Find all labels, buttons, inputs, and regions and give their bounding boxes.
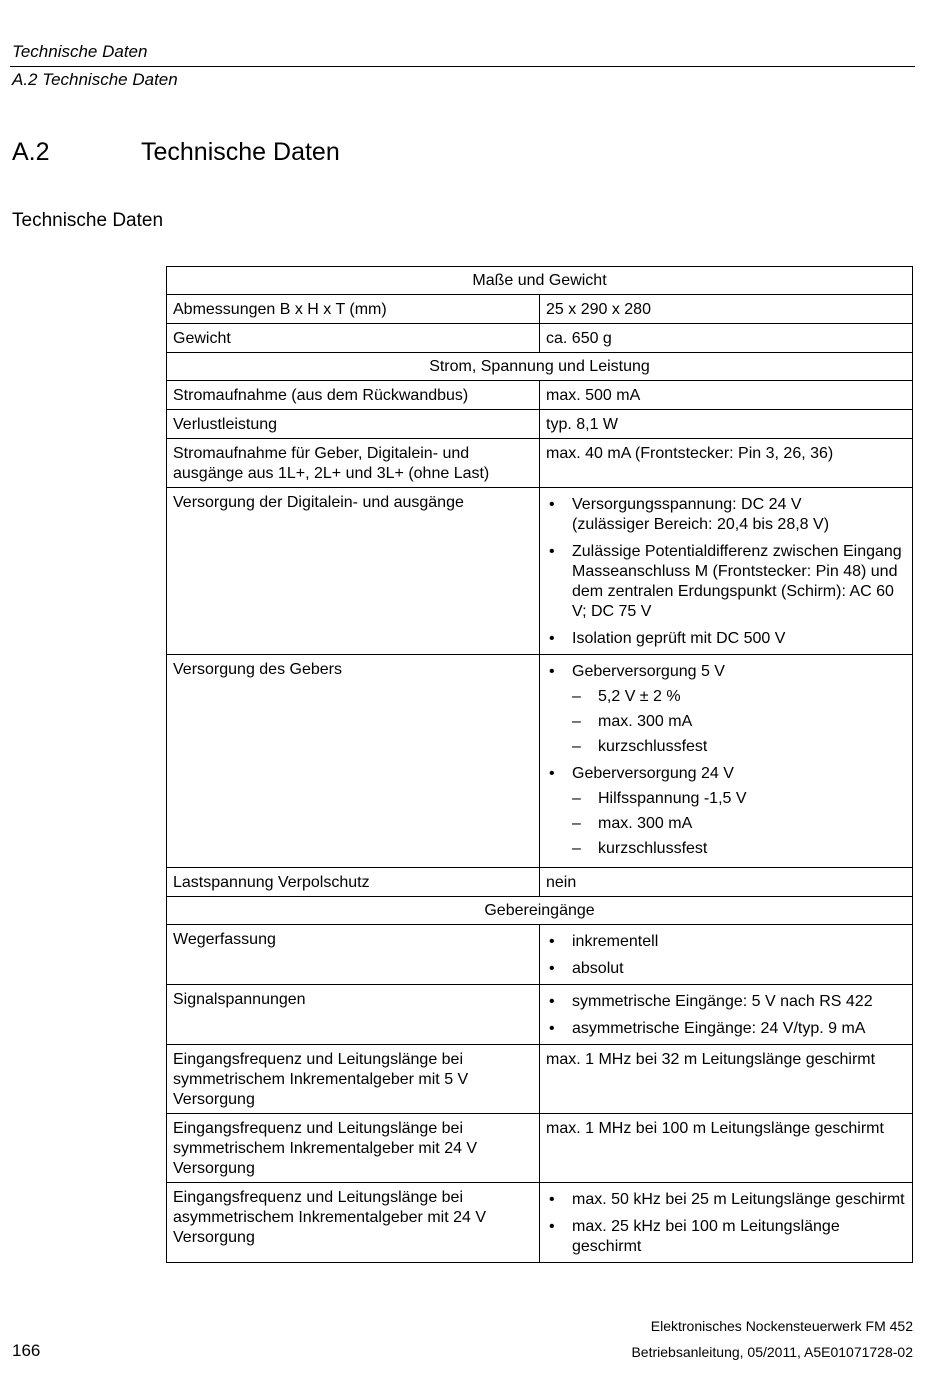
list-item: • symmetrische Eingänge: 5 V nach RS 422 xyxy=(546,992,906,1012)
running-header-chapter: Technische Daten xyxy=(12,42,148,61)
sub-list-item: – 5,2 V ± 2 % xyxy=(572,687,906,707)
list-item: • absolut xyxy=(546,959,906,979)
table-row xyxy=(167,410,913,439)
list-item: • Zulässige Potentialdifferenz zwischen Eingang Masseanschluss M (Frontstecker: Pin 48) und dem zentralen Erdungspunkt (Schirm): AC 60 V; DC 75 V xyxy=(546,542,906,622)
sub-list-item: – Hilfsspannung -1,5 V xyxy=(572,789,906,809)
row-value: max. 1 MHz bei 100 m Leitungslänge geschirmt xyxy=(540,1114,913,1183)
table-row xyxy=(167,1183,913,1263)
table-row xyxy=(167,868,913,897)
table-row xyxy=(167,324,913,353)
row-value: max. 40 mA (Frontstecker: Pin 3, 26, 36) xyxy=(540,439,913,488)
section-number: A.2 xyxy=(12,138,50,166)
list-item-text: Geberversorgung 5 V xyxy=(572,663,725,680)
row-value: ca. 650 g xyxy=(540,324,913,353)
row-label: Signalspannungen xyxy=(167,985,540,1045)
section-row xyxy=(167,267,913,295)
row-value: 25 x 290 x 280 xyxy=(540,295,913,324)
section-title: Technische Daten xyxy=(141,138,340,166)
page-number: 166 xyxy=(12,1341,41,1360)
row-label: Wegerfassung xyxy=(167,925,540,985)
sub-list-item: – kurzschlussfest xyxy=(572,839,906,859)
list-item-text: Geberversorgung 24 V xyxy=(572,765,734,782)
section-header-inputs: Gebereingänge xyxy=(167,897,913,925)
table-row xyxy=(167,655,913,868)
row-label: Lastspannung Verpolschutz xyxy=(167,868,540,897)
bullet-list xyxy=(546,662,906,859)
row-label: Eingangsfrequenz und Leitungslänge bei symmetrischem Inkrementalgeber mit 5 V Versorgung xyxy=(167,1045,540,1114)
sub-list-item: – max. 300 mA xyxy=(572,712,906,732)
sub-list-item: – max. 300 mA xyxy=(572,814,906,834)
row-label: Verlustleistung xyxy=(167,410,540,439)
section-row xyxy=(167,353,913,381)
row-value xyxy=(540,925,913,985)
row-value: max. 500 mA xyxy=(540,381,913,410)
row-label: Stromaufnahme (aus dem Rückwandbus) xyxy=(167,381,540,410)
dash-list xyxy=(572,687,906,757)
table-row xyxy=(167,1045,913,1114)
section-row xyxy=(167,897,913,925)
bullet-list xyxy=(546,1190,906,1257)
row-value xyxy=(540,488,913,655)
list-item: • asymmetrische Eingänge: 24 V/typ. 9 mA xyxy=(546,1019,906,1039)
row-value: nein xyxy=(540,868,913,897)
section-header-dimensions: Maße und Gewicht xyxy=(167,267,913,295)
row-label: Eingangsfrequenz und Leitungslänge bei asymmetrischem Inkrementalgeber mit 24 V Versorgung xyxy=(167,1183,540,1263)
list-item xyxy=(546,764,906,859)
list-item-text: Versorgungsspannung: DC 24 V xyxy=(572,496,802,513)
row-value xyxy=(540,985,913,1045)
row-value xyxy=(540,1183,913,1263)
list-item xyxy=(546,495,906,535)
dash-list xyxy=(572,789,906,859)
row-label: Stromaufnahme für Geber, Digitalein- und ausgänge aus 1L+, 2L+ und 3L+ (ohne Last) xyxy=(167,439,540,488)
sub-list-item: – kurzschlussfest xyxy=(572,737,906,757)
subsection-title: Technische Daten xyxy=(12,210,164,231)
table-row xyxy=(167,488,913,655)
table-row xyxy=(167,439,913,488)
row-value xyxy=(540,655,913,868)
bullet-list xyxy=(546,992,906,1039)
list-item: • max. 50 kHz bei 25 m Leitungslänge geschirmt xyxy=(546,1190,906,1210)
list-item: • max. 25 kHz bei 100 m Leitungslänge geschirmt xyxy=(546,1217,906,1257)
row-label: Gewicht xyxy=(167,324,540,353)
table-row xyxy=(167,381,913,410)
bullet-list xyxy=(546,495,906,649)
technical-data-table xyxy=(166,266,913,1263)
list-item xyxy=(546,662,906,757)
section-header-power: Strom, Spannung und Leistung xyxy=(167,353,913,381)
list-item-text: (zulässiger Bereich: 20,4 bis 28,8 V) xyxy=(572,516,830,533)
row-label: Versorgung des Gebers xyxy=(167,655,540,868)
list-item: • inkrementell xyxy=(546,932,906,952)
row-value: typ. 8,1 W xyxy=(540,410,913,439)
header-rule xyxy=(10,66,915,67)
row-value: max. 1 MHz bei 32 m Leitungslänge geschirmt xyxy=(540,1045,913,1114)
table-row xyxy=(167,925,913,985)
running-header-section: A.2 Technische Daten xyxy=(12,70,178,89)
row-label: Versorgung der Digitalein- und ausgänge xyxy=(167,488,540,655)
table-row xyxy=(167,295,913,324)
footer-product: Elektronisches Nockensteuerwerk FM 452 xyxy=(650,1318,913,1334)
footer-manual: Betriebsanleitung, 05/2011, A5E01071728-02 xyxy=(631,1344,913,1360)
table-row xyxy=(167,1114,913,1183)
row-label: Eingangsfrequenz und Leitungslänge bei symmetrischem Inkrementalgeber mit 24 V Versorgung xyxy=(167,1114,540,1183)
bullet-list xyxy=(546,932,906,979)
row-label: Abmessungen B x H x T (mm) xyxy=(167,295,540,324)
table-row xyxy=(167,985,913,1045)
list-item: • Isolation geprüft mit DC 500 V xyxy=(546,629,906,649)
